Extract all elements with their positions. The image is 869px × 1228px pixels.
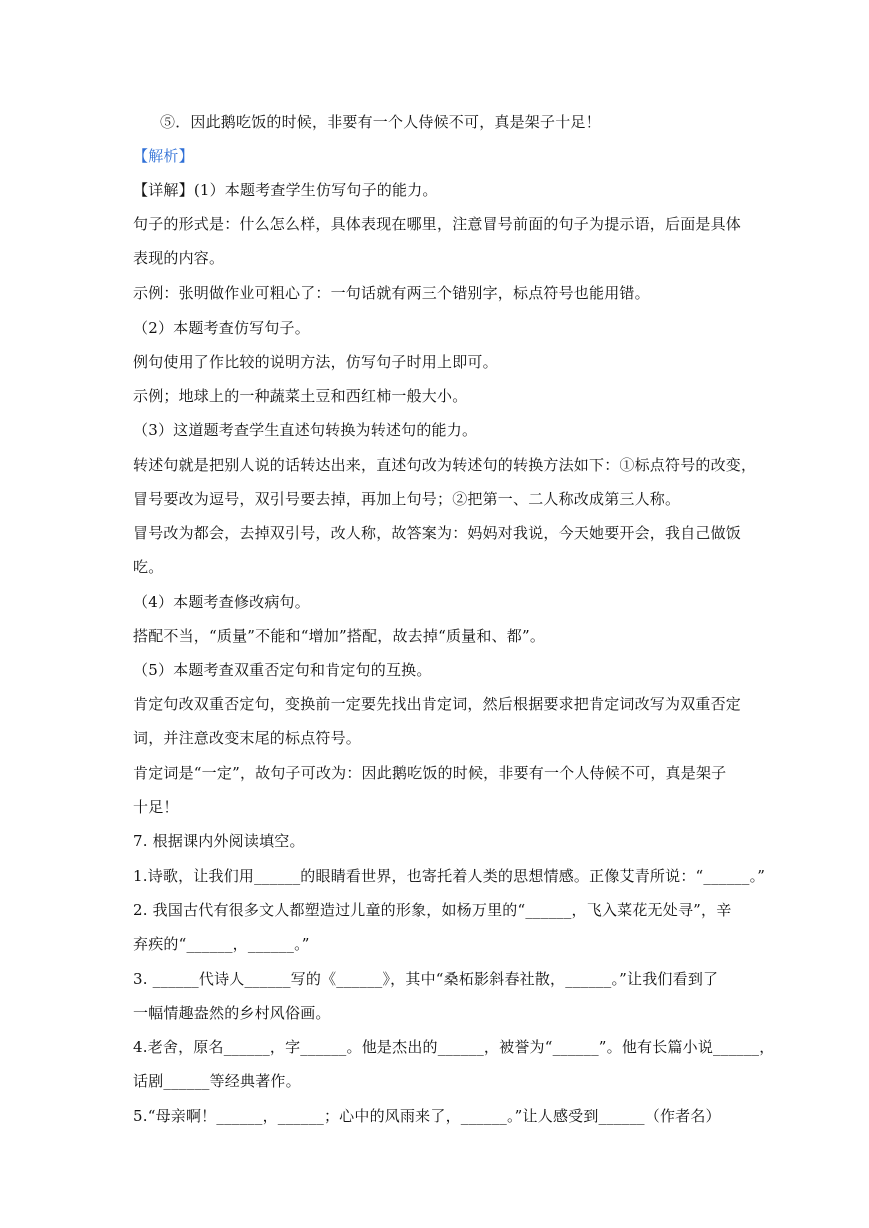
detail-label: 【详解】: [133, 181, 194, 199]
question-item-2: 2. 我国古代有很多文人都塑造过儿童的形象，如杨万里的“______，飞入菜花无处寻”，辛: [133, 901, 732, 919]
detail-text: (1）本题考查学生仿写句子的能力。: [193, 181, 438, 199]
text-line: 冒号要改为逗号，双引号要去掉，再加上句号；②把第一、二人称改成第三人称。: [133, 490, 681, 508]
question-item-3: 3. ______代诗人______写的《______》，其中“桑柘影斜春社散，______。”让我们看到了: [133, 970, 719, 988]
text-line: 搭配不当，“质量”不能和“增加”搭配，故去掉“质量和、都”。: [133, 627, 546, 645]
text-line: （5）本题考查双重否定句和肯定句的互换。: [133, 661, 432, 679]
text-line: 肯定词是“一定”，故句子可改为：因此鹅吃饭的时候，非要有一个人侍候不可，真是架子: [133, 764, 727, 782]
question-7-title: 7. 根据课内外阅读填空。: [133, 832, 305, 850]
detail-line: [133, 180, 438, 200]
text-line: 肯定句改双重否定句，变换前一定要先找出肯定词，然后根据要求把肯定词改写为双重否定: [133, 695, 742, 713]
text-line: 词，并注意改变末尾的标点符号。: [133, 729, 362, 747]
text-line: 例句使用了作比较的说明方法，仿写句子时用上即可。: [133, 353, 498, 371]
text-line: 弃疾的“______，______。”: [133, 935, 310, 953]
analysis-heading: 【解析】: [133, 147, 194, 165]
text-line: （3）这道题考查学生直述句转换为转述句的能力。: [133, 421, 478, 439]
text-line: 示例：张明做作业可粗心了：一句话就有两三个错别字，标点符号也能用错。: [133, 284, 650, 302]
text-line: 一幅情趣盎然的乡村风俗画。: [133, 1004, 331, 1022]
question-item-1: 1.诗歌，让我们用______的眼睛看世界，也寄托着人类的思想情感。正像艾青所说：“______。”: [133, 867, 766, 885]
text-line: 转述句就是把别人说的话转达出来，直述句改为转述句的转换方法如下：①标点符号的改变，: [133, 456, 757, 474]
text-line: （2）本题考查仿写句子。: [133, 319, 310, 337]
text-line: （4）本题考查修改病句。: [133, 593, 310, 611]
answer-line-5: ⑤．因此鹅吃饭的时候，非要有一个人侍候不可，真是架子十足！: [160, 113, 601, 131]
text-line: 表现的内容。: [133, 249, 225, 267]
text-line: 十足！: [133, 798, 179, 816]
text-line: 句子的形式是：什么怎么样，具体表现在哪里，注意冒号前面的句子为提示语，后面是具体: [133, 215, 742, 233]
text-line: 示例；地球上的一种蔬菜土豆和西红柿一般大小。: [133, 387, 468, 405]
text-line: 吃。: [133, 558, 164, 576]
question-item-4: 4.老舍，原名______，字______。他是杰出的______，被誉为“______”。他有长篇小说______，: [133, 1038, 775, 1056]
text-line: 冒号改为都会，去掉双引号，改人称，故答案为：妈妈对我说，今天她要开会，我自己做饭: [133, 524, 742, 542]
question-item-5: 5.“母亲啊！______，______；心中的风雨来了，______。”让人感受到______（作者名）: [133, 1107, 721, 1125]
text-line: 话剧______等经典著作。: [133, 1072, 301, 1090]
